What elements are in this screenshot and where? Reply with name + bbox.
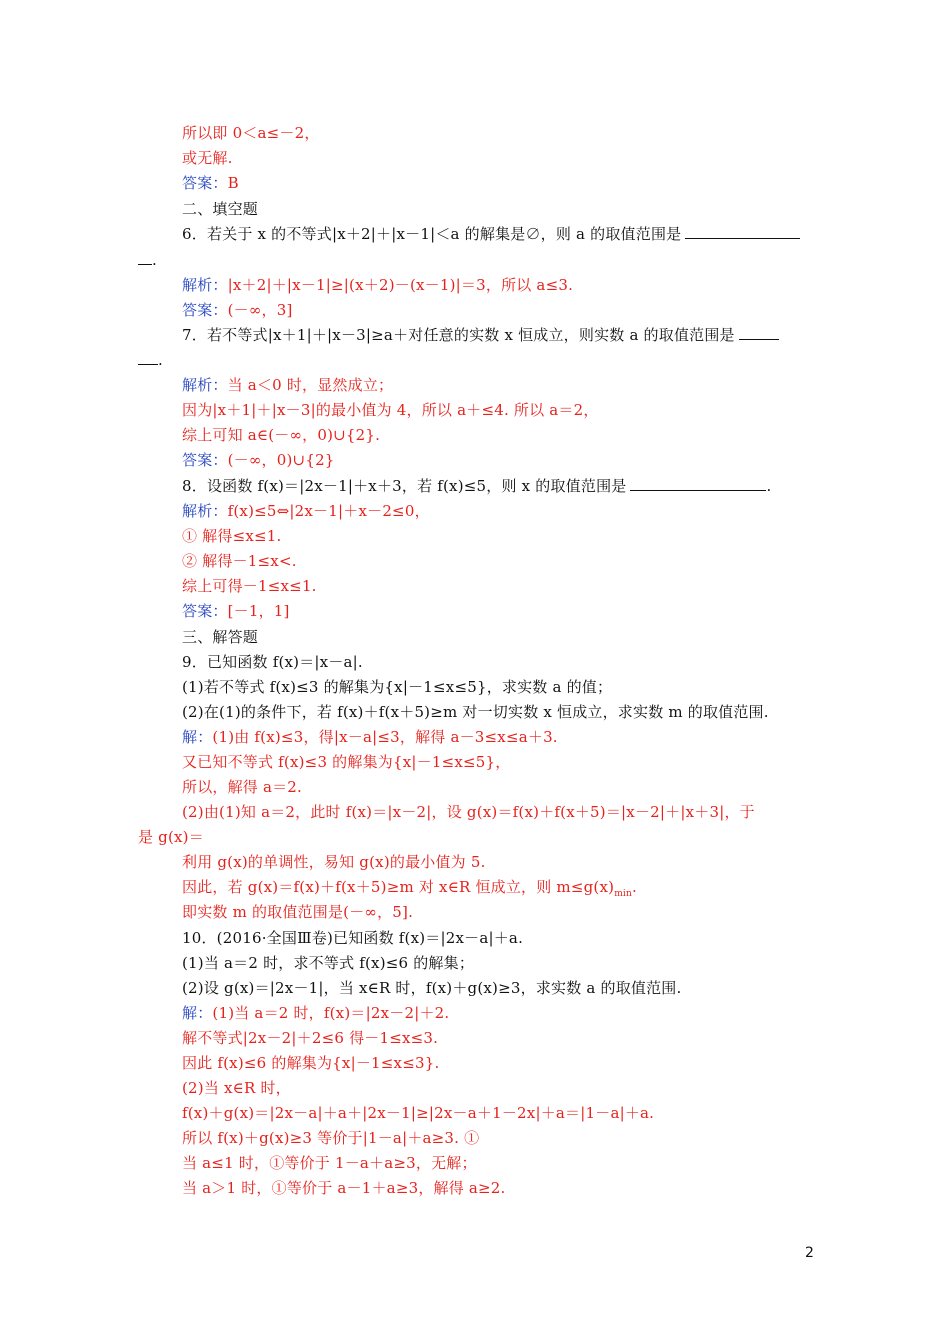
analysis-label: 解析：	[182, 376, 228, 394]
text-line: 当 a≤1 时，①等价于 1－a＋a≥3，无解；	[182, 1154, 477, 1172]
blank-line	[739, 325, 779, 340]
answer-label: 答案：	[182, 174, 228, 192]
text-line: f(x)＋g(x)＝|2x－a|＋a＋|2x－1|≥|2x－a＋1－2x|＋a＝|1－a|＋a.	[182, 1104, 655, 1122]
blank-continuation	[138, 350, 163, 370]
text-line: ① 解得≤x≤1.	[182, 527, 282, 545]
text: 因此，若 g(x)＝f(x)＋f(x＋5)≥m 对 x∈R 恒成立，则 m≤g(x)	[182, 878, 615, 896]
answer-line	[182, 601, 290, 621]
analysis-text: f(x)≤5⇔|2x－1|＋x－2≤0，	[227, 502, 430, 520]
text-line: ② 解得－1≤x<.	[182, 552, 297, 570]
text-line: 或无解.	[182, 149, 233, 167]
text-line: 当 a＞1 时，①等价于 a－1＋a≥3，解得 a≥2.	[182, 1179, 506, 1197]
analysis-line	[182, 375, 393, 395]
answer-label: 答案：	[182, 451, 228, 469]
text-line: 综上可知 a∈(－∞，0)∪{2}.	[182, 426, 381, 444]
answer-line	[182, 173, 239, 193]
question-7	[182, 325, 779, 345]
text-line	[182, 877, 637, 904]
blank-line	[138, 250, 152, 265]
answer-line	[182, 450, 335, 470]
question-text: 7．若不等式|x＋1|＋|x－3|≥a＋对任意的实数 x 恒成立，则实数 a 的取值范围是	[182, 326, 735, 344]
answer-label: 答案：	[182, 301, 228, 319]
subscript: min	[614, 889, 633, 899]
answer-value: (－∞，0)∪{2}	[227, 451, 335, 469]
analysis-line	[182, 275, 573, 295]
section-heading: 二、填空题	[182, 200, 259, 218]
text-line: 因此 f(x)≤6 的解集为{x|－1≤x≤3}.	[182, 1054, 440, 1072]
period: .	[158, 351, 163, 369]
question-text: 6．若关于 x 的不等式|x＋2|＋|x－1|＜a 的解集是∅，则 a 的取值范围是	[182, 225, 682, 243]
answer-value: B	[227, 174, 239, 192]
text-line: 所以即 0＜a≤－2，	[182, 124, 320, 142]
solution-line	[182, 727, 558, 747]
answer-value: (－∞，3]	[227, 301, 293, 319]
blank-continuation	[138, 250, 157, 270]
answer-line	[182, 300, 293, 320]
text-line: (2)由(1)知 a＝2，此时 f(x)＝|x－2|，设 g(x)＝f(x)＋f(x＋5)＝|x－2|＋|x＋3|，于	[182, 803, 755, 821]
text-line: 又已知不等式 f(x)≤3 的解集为{x|－1≤x≤5}，	[182, 753, 511, 771]
solution-label: 解：	[182, 1004, 213, 1022]
analysis-text: |x＋2|＋|x－1|≥|(x＋2)－(x－1)|＝3，所以 a≤3.	[227, 276, 574, 294]
analysis-label: 解析：	[182, 502, 228, 520]
period: .	[152, 251, 157, 269]
text: .	[632, 878, 637, 896]
blank-line	[685, 224, 800, 239]
question-10: 10．(2016·全国Ⅲ卷)已知函数 f(x)＝|2x－a|＋a.	[182, 929, 524, 947]
answer-label: 答案：	[182, 602, 228, 620]
text-line: 综上可得－1≤x≤1.	[182, 577, 317, 595]
question-text: (2)设 g(x)＝|2x－1|，当 x∈R 时，f(x)＋g(x)≥3，求实数 a 的取值范围.	[182, 979, 682, 997]
section-heading: 三、解答题	[182, 628, 259, 646]
question-text: (1)当 a＝2 时，求不等式 f(x)≤6 的解集；	[182, 954, 475, 972]
question-9: 9．已知函数 f(x)＝|x－a|.	[182, 653, 363, 671]
text-line: 即实数 m 的取值范围是(－∞，5].	[182, 903, 414, 921]
solution-text: (1)由 f(x)≤3，得|x－a|≤3，解得 a－3≤x≤a＋3.	[212, 728, 558, 746]
text-line: 是 g(x)＝	[138, 828, 204, 846]
analysis-text: 当 a＜0 时，显然成立；	[227, 376, 394, 394]
blank-line	[138, 350, 158, 365]
text-line: 解不等式|2x－2|＋2≤6 得－1≤x≤3.	[182, 1029, 439, 1047]
question-text: (1)若不等式 f(x)≤3 的解集为{x|－1≤x≤5}，求实数 a 的值；	[182, 678, 613, 696]
question-8: 8．设函数 f(x)＝|2x－1|＋x＋3，若 f(x)≤5，则 x 的取值范围是 .	[182, 477, 772, 495]
analysis-label: 解析：	[182, 276, 228, 294]
question-text: (2)在(1)的条件下，若 f(x)＋f(x＋5)≥m 对一切实数 x 恒成立，求实数 m 的取值范围.	[182, 703, 769, 721]
text-line: 利用 g(x)的单调性，易知 g(x)的最小值为 5.	[182, 853, 486, 871]
text-line: (2)当 x∈R 时，	[182, 1079, 291, 1097]
page-number: 2	[805, 1245, 814, 1261]
analysis-line	[182, 501, 430, 521]
text-line: 所以 f(x)＋g(x)≥3 等价于|1－a|＋a≥3. ①	[182, 1129, 480, 1147]
question-text: 8．设函数 f(x)＝|2x－1|＋x＋3，若 f(x)≤5，则 x 的取值范围是	[182, 477, 627, 495]
text-line: 因为|x＋1|＋|x－3|的最小值为 4，所以 a＋≤4. 所以 a＝2，	[182, 401, 599, 419]
solution-line	[182, 1003, 449, 1023]
blank-line	[630, 476, 766, 491]
text-line: 所以，解得 a＝2.	[182, 778, 303, 796]
question-6	[182, 224, 800, 244]
solution-text: (1)当 a＝2 时，f(x)＝|2x－2|＋2.	[212, 1004, 450, 1022]
answer-value: [－1，1]	[227, 602, 290, 620]
solution-label: 解：	[182, 728, 213, 746]
